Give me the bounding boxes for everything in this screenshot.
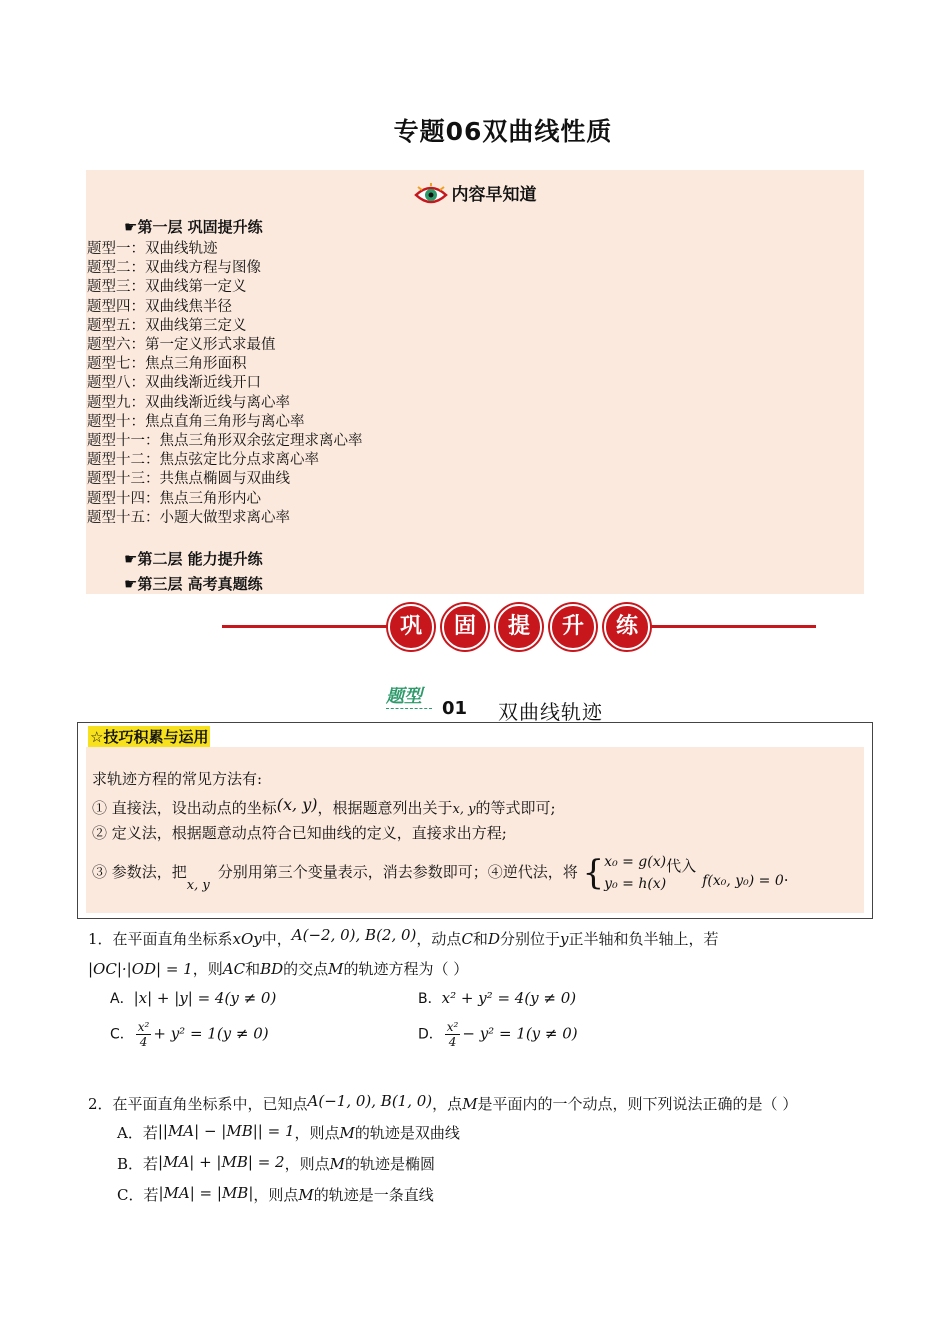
topic-item: 题型八：双曲线渐近线开口: [87, 375, 261, 392]
question-1-option-d[interactable]: D． $\frac{\text{x²}}{4}$ − y² = 1(y ≠ 0): [418, 1020, 578, 1049]
topic-item: 题型七：焦点三角形面积: [87, 356, 247, 373]
skills-box: [77, 722, 873, 919]
question-1-option-b[interactable]: B．x² + y² = 4(y ≠ 0): [418, 989, 577, 1007]
banner-char: 巩: [388, 604, 434, 650]
system-brace: {: [582, 853, 605, 893]
topic-item: 题型十：焦点直角三角形与离心率: [87, 413, 305, 430]
skills-body: [86, 747, 864, 913]
contents-heading: [86, 180, 864, 207]
question-1-stem: 1．在平面直角坐标系xOy中，A(−2, 0), B(2, 0)，动点C和D分别位于y正半轴和负半轴上，若: [88, 926, 719, 948]
skills-line: ① 直接法，设出动点的坐标(x, y)，根据题意列出关于x, y的等式即可;: [92, 795, 556, 817]
topic-item: 题型三：双曲线第一定义: [87, 279, 247, 296]
skills-line: ③ 参数法，把x, y分别用第三个变量表示，消去参数即可；④逆代法，将 { x₀ = g(x) y₀ = h(x) 代入f(x₀, y₀) = 0.: [92, 853, 789, 893]
topic-item: 题型二：双曲线方程与图像: [87, 260, 261, 277]
topic-item: 题型十二：焦点弦定比分点求离心率: [87, 452, 319, 469]
question-type-heading: [384, 680, 684, 724]
skills-line: 求轨迹方程的常见方法有:: [92, 770, 263, 788]
banner-line-right: [642, 625, 816, 628]
banner-char: 练: [604, 604, 650, 650]
topic-item: 题型九：双曲线渐近线与离心率: [87, 394, 290, 411]
topic-item: 题型六：第一定义形式求最值: [87, 337, 276, 354]
contents-overview-box: [86, 170, 864, 594]
fraction: $\frac{\text{x²}}{4}$: [137, 1020, 150, 1049]
skills-line: ② 定义法，根据题意动点符合已知曲线的定义，直接求出方程;: [92, 824, 507, 842]
question-2-stem: 2．在平面直角坐标系中，已知点A(−1, 0), B(1, 0)，点M是平面内的一个动点，则下列说法正确的是（ ）: [88, 1092, 798, 1113]
banner-char: 升: [550, 604, 596, 650]
eye-icon: [414, 183, 448, 207]
topic-item: 题型一：双曲线轨迹: [87, 241, 218, 257]
equation-system: x₀ = g(x) y₀ = h(x): [604, 854, 667, 892]
fraction: $\frac{\text{x²}}{4}$: [446, 1020, 459, 1049]
layer-3-heading: ☛第三层 高考真题练: [124, 575, 263, 593]
question-1-option-c[interactable]: C． $\frac{\text{x²}}{4}$ + y² = 1(y ≠ 0): [110, 1020, 269, 1049]
page-title: 专题06双曲线性质: [393, 117, 613, 146]
contents-heading-text: 内容早知道: [451, 185, 537, 205]
section-banner: [222, 604, 816, 650]
question-1-option-a[interactable]: A．|x| + |y| = 4(y ≠ 0): [110, 989, 277, 1007]
topic-item: 题型十四：焦点三角形内心: [87, 490, 261, 507]
skills-tag: ☆技巧积累与运用: [90, 728, 209, 746]
topic-item: 题型十一：焦点三角形双余弦定理求离心率: [87, 433, 363, 450]
banner-line-left: [222, 625, 392, 628]
type-name: 双曲线轨迹: [498, 700, 603, 724]
banner-char: 固: [442, 604, 488, 650]
type-number: 01: [442, 698, 468, 719]
banner-char: 提: [496, 604, 542, 650]
question-1-stem-line-2: |OC|·|OD| = 1，则AC和BD的交点M的轨迹方程为（ ）: [88, 960, 469, 978]
topic-item: 题型十五：小题大做型求离心率: [87, 509, 290, 526]
type-label: 题型: [386, 686, 422, 707]
question-2-option-c[interactable]: C．若|MA| = |MB|，则点M的轨迹是一条直线: [117, 1184, 434, 1204]
topic-list: [87, 240, 363, 528]
topic-item: 题型五：双曲线第三定义: [87, 317, 247, 334]
topic-item: 题型四：双曲线焦半径: [87, 298, 232, 315]
question-2-option-b[interactable]: B．若|MA| + |MB| = 2，则点M的轨迹是椭圆: [117, 1153, 435, 1173]
topic-item: 题型十三：共焦点椭圆与双曲线: [87, 471, 290, 488]
question-2-option-a[interactable]: A．若||MA| − |MB|| = 1，则点M的轨迹是双曲线: [117, 1122, 460, 1142]
type-underline: [386, 708, 432, 709]
layer-2-heading: ☛第二层 能力提升练: [124, 550, 263, 568]
layer-1-heading: ☛第一层 巩固提升练: [124, 218, 263, 236]
